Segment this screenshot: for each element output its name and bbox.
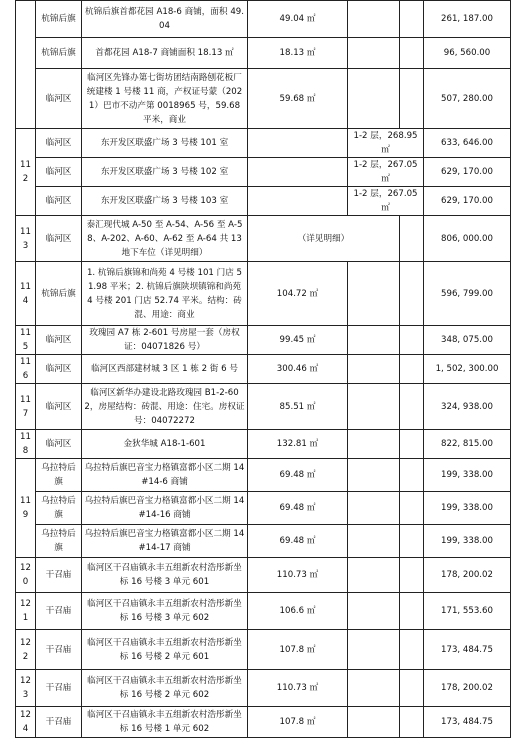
area-cell <box>248 129 348 158</box>
price-cell: 596, 799.00 <box>424 262 511 326</box>
floor-cell <box>348 492 400 525</box>
address-cell: 1. 杭锦后旗锦和尚苑 4 号楼 101 门店 51.98 平米；2. 杭锦后旗陕坝镇锦和尚苑 4 号楼 201 门店 52.74 平米。结构：砖混、用途：商业 <box>82 262 248 326</box>
row-number: 122 <box>16 630 36 670</box>
address-cell: 临河区先锋办第七街坊团结南路刨花板厂统建楼 1 号楼 11 商，产权证号蒙（2021）巴市不动产第 0018965 号，59.68 平米，商业 <box>82 69 248 129</box>
area-cell: 107.8 ㎡ <box>248 707 348 738</box>
row-number: 118 <box>16 430 36 459</box>
address-cell: 东开发区联盛广场 3 号楼 101 室 <box>82 129 248 158</box>
table-row <box>16 326 511 355</box>
area-cell: 69.48 ㎡ <box>248 492 348 525</box>
address-cell: 临河区干召庙镇永丰五组新农村浩彤新坐标 16 号楼 2 单元 601 <box>82 630 248 670</box>
row-number <box>16 1 36 129</box>
area-cell: 110.73 ㎡ <box>248 558 348 593</box>
table-row <box>16 262 511 326</box>
empty-cell <box>400 670 424 707</box>
region-cell: 干召庙 <box>36 707 82 738</box>
floor-cell <box>348 630 400 670</box>
area-cell: 49.04 ㎡ <box>248 1 348 38</box>
table-row <box>16 187 511 216</box>
table-row <box>16 707 511 738</box>
table-row <box>16 355 511 384</box>
table-row <box>16 670 511 707</box>
empty-cell <box>400 593 424 630</box>
area-cell: 104.72 ㎡ <box>248 262 348 326</box>
price-cell: 173, 484.75 <box>424 630 511 670</box>
area-cell: 132.81 ㎡ <box>248 430 348 459</box>
empty-cell <box>400 355 424 384</box>
region-cell: 干召庙 <box>36 558 82 593</box>
price-cell: 261, 187.00 <box>424 1 511 38</box>
address-cell: 临河区干召庙镇永丰五组新农村浩彤新坐标 16 号楼 3 单元 601 <box>82 558 248 593</box>
address-cell: 首都花园 A18-7 商铺面积 18.13 ㎡ <box>82 38 248 69</box>
region-cell: 临河区 <box>36 326 82 355</box>
area-cell: 85.51 ㎡ <box>248 384 348 430</box>
price-cell: 507, 280.00 <box>424 69 511 129</box>
floor-cell <box>348 1 400 38</box>
price-cell: 178, 200.02 <box>424 558 511 593</box>
area-cell: 69.48 ㎡ <box>248 459 348 492</box>
floor-cell <box>348 355 400 384</box>
price-cell: 96, 560.00 <box>424 38 511 69</box>
floor-cell <box>348 558 400 593</box>
row-number: 123 <box>16 670 36 707</box>
area-cell: 69.48 ㎡ <box>248 525 348 558</box>
price-cell: 178, 200.02 <box>424 670 511 707</box>
empty-cell <box>400 707 424 738</box>
row-number: 114 <box>16 262 36 326</box>
empty-cell <box>400 384 424 430</box>
region-cell: 临河区 <box>36 129 82 158</box>
region-cell: 杭锦后旗 <box>36 262 82 326</box>
floor-cell <box>348 707 400 738</box>
region-cell: 干召庙 <box>36 630 82 670</box>
table-row <box>16 216 511 262</box>
table-row <box>16 558 511 593</box>
floor-cell <box>348 326 400 355</box>
empty-cell <box>400 558 424 593</box>
floor-cell <box>348 459 400 492</box>
region-cell: 临河区 <box>36 430 82 459</box>
table-row <box>16 129 511 158</box>
region-cell: 临河区 <box>36 158 82 187</box>
area-cell <box>248 187 348 216</box>
row-number: 121 <box>16 593 36 630</box>
table-row <box>16 69 511 129</box>
price-cell: 199, 338.00 <box>424 459 511 492</box>
floor-cell <box>348 525 400 558</box>
table-row <box>16 430 511 459</box>
floor-cell <box>348 593 400 630</box>
area-cell <box>248 158 348 187</box>
price-cell: 199, 338.00 <box>424 525 511 558</box>
price-cell: 199, 338.00 <box>424 492 511 525</box>
region-cell: 乌拉特后旗 <box>36 492 82 525</box>
address-cell: 东开发区联盛广场 3 号楼 102 室 <box>82 158 248 187</box>
region-cell: 杭锦后旗 <box>36 1 82 38</box>
row-number: 115 <box>16 326 36 355</box>
region-cell: 临河区 <box>36 384 82 430</box>
area-cell: 110.73 ㎡ <box>248 670 348 707</box>
floor-cell: 1-2 层，267.05 ㎡ <box>348 187 424 216</box>
price-cell: 806, 000.00 <box>424 216 511 262</box>
empty-cell <box>400 326 424 355</box>
region-cell: 杭锦后旗 <box>36 38 82 69</box>
row-number: 112 <box>16 129 36 216</box>
empty-cell <box>400 430 424 459</box>
table-row <box>16 459 511 492</box>
floor-cell: 1-2 层，268.95 ㎡ <box>348 129 424 158</box>
area-cell: 99.45 ㎡ <box>248 326 348 355</box>
price-cell: 348, 075.00 <box>424 326 511 355</box>
table-row <box>16 384 511 430</box>
empty-cell <box>400 69 424 129</box>
floor-cell <box>348 670 400 707</box>
area-cell: 300.46 ㎡ <box>248 355 348 384</box>
empty-cell <box>400 216 424 262</box>
empty-cell <box>400 525 424 558</box>
area-cell: 106.6 ㎡ <box>248 593 348 630</box>
address-cell: 临河区新华办建设北路玫瑰园 B1-2-602，房屋结构：砖混、用途：住宅。房权证号：04072272 <box>82 384 248 430</box>
table-row <box>16 38 511 69</box>
region-cell: 干召庙 <box>36 593 82 630</box>
empty-cell <box>400 459 424 492</box>
address-cell: 杭锦后旗首都花园 A18-6 商铺，面积 49.04 <box>82 1 248 38</box>
area-cell: 18.13 ㎡ <box>248 38 348 69</box>
table-row <box>16 593 511 630</box>
floor-cell <box>348 384 400 430</box>
address-cell: 临河区干召庙镇永丰五组新农村浩彤新坐标 16 号楼 3 单元 602 <box>82 593 248 630</box>
area-cell: （详见明细） <box>248 216 400 262</box>
table-row <box>16 1 511 38</box>
address-cell: 玫瑰园 A7 栋 2-601 号房屋一套（房权证：04071826 号） <box>82 326 248 355</box>
address-cell: 东开发区联盛广场 3 号楼 103 室 <box>82 187 248 216</box>
area-cell: 107.8 ㎡ <box>248 630 348 670</box>
address-cell: 泰汇现代城 A-50 至 A-54、A-56 至 A-58、A-202、A-60、A-62 至 A-64 共 13 地下车位（详见明细） <box>82 216 248 262</box>
row-number: 119 <box>16 459 36 558</box>
address-cell: 金狄华城 A18-1-601 <box>82 430 248 459</box>
price-cell: 324, 938.00 <box>424 384 511 430</box>
region-cell: 乌拉特后旗 <box>36 525 82 558</box>
row-number: 113 <box>16 216 36 262</box>
empty-cell <box>400 262 424 326</box>
address-cell: 乌拉特后旗巴音宝力格镇富都小区二期 14#14-16 商铺 <box>82 492 248 525</box>
region-cell: 临河区 <box>36 355 82 384</box>
price-cell: 173, 484.75 <box>424 707 511 738</box>
region-cell: 乌拉特后旗 <box>36 459 82 492</box>
region-cell: 临河区 <box>36 69 82 129</box>
region-cell: 临河区 <box>36 216 82 262</box>
empty-cell <box>400 1 424 38</box>
row-number: 120 <box>16 558 36 593</box>
table-row <box>16 525 511 558</box>
price-cell: 822, 815.00 <box>424 430 511 459</box>
table-row <box>16 158 511 187</box>
address-cell: 临河区西部建材城 3 区 1 栋 2 街 6 号 <box>82 355 248 384</box>
region-cell: 临河区 <box>36 187 82 216</box>
floor-cell <box>348 69 400 129</box>
row-number: 117 <box>16 384 36 430</box>
property-table <box>15 0 511 738</box>
address-cell: 临河区干召庙镇永丰五组新农村浩彤新坐标 16 号楼 1 单元 602 <box>82 707 248 738</box>
price-cell: 629, 170.00 <box>424 158 511 187</box>
empty-cell <box>400 38 424 69</box>
address-cell: 乌拉特后旗巴音宝力格镇富都小区二期 14#14-6 商铺 <box>82 459 248 492</box>
address-cell: 乌拉特后旗巴音宝力格镇富都小区二期 14#14-17 商铺 <box>82 525 248 558</box>
floor-cell: 1-2 层，267.05 ㎡ <box>348 158 424 187</box>
price-cell: 633, 646.00 <box>424 129 511 158</box>
price-cell: 629, 170.00 <box>424 187 511 216</box>
area-cell: 59.68 ㎡ <box>248 69 348 129</box>
table-row <box>16 630 511 670</box>
price-cell: 171, 553.60 <box>424 593 511 630</box>
table-row <box>16 492 511 525</box>
empty-cell <box>400 630 424 670</box>
empty-cell <box>400 492 424 525</box>
floor-cell <box>348 430 400 459</box>
price-cell: 1, 502, 300.00 <box>424 355 511 384</box>
address-cell: 临河区干召庙镇永丰五组新农村浩彤新坐标 16 号楼 2 单元 602 <box>82 670 248 707</box>
region-cell: 干召庙 <box>36 670 82 707</box>
row-number: 116 <box>16 355 36 384</box>
floor-cell <box>348 262 400 326</box>
floor-cell <box>348 38 400 69</box>
row-number: 124 <box>16 707 36 738</box>
